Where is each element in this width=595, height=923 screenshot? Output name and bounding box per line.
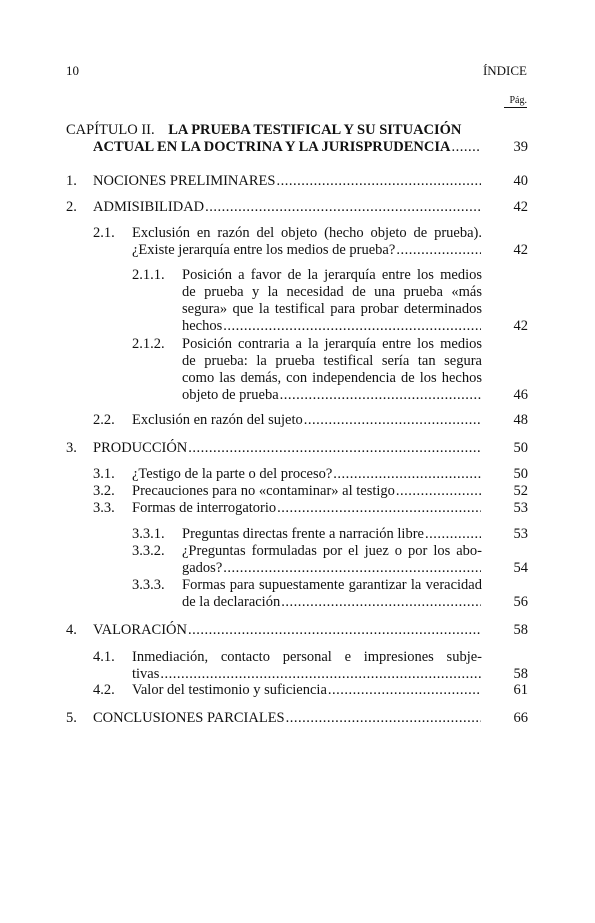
toc-entry-text-line: gados? [182,560,223,576]
toc-entry-text-line: Posición a favor de la jerarquía entre los medios [182,267,482,283]
toc-entry [66,577,528,611]
toc-entry-text-line: tivas [132,666,160,682]
dot-leader [425,526,481,543]
toc-entry [66,682,528,699]
toc-entry-text-line: ¿Testigo de la parte o del proceso? [132,466,333,482]
page-number: 10 [66,63,79,78]
toc-entry-page: 46 [513,387,528,403]
toc-entry-page: 42 [513,318,528,334]
toc-entry-number: 3.3.3. [132,577,165,593]
toc-entry-page: 53 [513,500,528,516]
dot-leader [286,710,481,727]
toc-entry-page: 40 [513,173,528,189]
toc-entry-text-line: Inmediación, contacto personal e impresiones subje- [132,649,482,665]
toc-entry-text-line: ¿Preguntas formuladas por el juez o por los abo- [182,543,482,559]
toc-entry-text-line: ADMISIBILIDAD [93,199,205,215]
toc-entry [66,543,528,577]
toc-entry-text-line: PRODUCCIÓN [93,440,188,456]
toc-entry-number: 4.1. [93,649,115,665]
dot-leader [276,173,481,190]
toc-entry [66,173,528,190]
toc-entry-text-line: CONCLUSIONES PARCIALES [93,710,285,726]
dot-leader [396,483,481,500]
page-column-label: Pág. [504,95,528,108]
toc-entry-text-line: NOCIONES PRELIMINARES [93,173,276,189]
chapter-label: CAPÍTULO II. [66,122,155,138]
toc-entry-number: 3.3. [93,500,115,516]
toc-entry-number: 3.1. [93,466,115,482]
toc-entry-text-line: VALORACIÓN [93,622,187,638]
toc-entry [66,526,528,543]
toc-entry-text-line: como las demás, con independencia de los hechos [182,370,482,386]
chapter-title-line2: ACTUAL EN LA DOCTRINA Y LA JURISPRUDENCIA [93,139,451,155]
toc-entry-page: 53 [513,526,528,542]
toc-entry [66,440,528,457]
toc-entry-text-line: Posición contraria a la jerarquía entre los medios [182,336,482,352]
toc-entry [66,466,528,483]
toc-entry-text-line: de prueba: la prueba testifical sería tan segura [182,353,482,369]
dot-leader [304,412,481,429]
toc-entry-number: 2.1. [93,225,115,241]
toc-entry-number: 3. [66,440,77,456]
toc-entry-page: 42 [513,199,528,215]
toc-entry [66,412,528,429]
dot-leader [333,466,481,483]
toc-entry-text-line: de la declaración [182,594,281,610]
toc-entry [66,336,528,404]
dot-leader [188,440,481,457]
toc-entry-page: 66 [513,710,528,726]
toc-entry-page: 52 [513,483,528,499]
toc-entry-text-line: Formas de interrogatorio [132,500,277,516]
toc-entry-page: 58 [513,622,528,638]
toc-entry [66,649,528,683]
toc-entry-page: 54 [513,560,528,576]
toc-entry [66,500,528,517]
toc-entry [66,267,528,335]
toc-entry-page: 42 [513,242,528,258]
toc-entry-text-line: Exclusión en razón del sujeto [132,412,303,428]
dot-leader [396,242,481,259]
toc-entry-number: 3.3.1. [132,526,165,542]
toc-entry-page: 56 [513,594,528,610]
dot-leader [328,682,481,699]
running-header-title: ÍNDICE [482,63,527,78]
toc-entry [66,483,528,500]
toc-entry-text-line: Exclusión en razón del objeto (hecho objeto de prueba). [132,225,482,241]
toc-entry [66,225,528,259]
dot-leader [188,622,481,639]
toc-entry-number: 2.1.2. [132,336,165,352]
chapter-page: 39 [513,139,528,155]
toc-entry [66,710,528,727]
toc-entry-text-line: Precauciones para no «contaminar» al testigo [132,483,395,499]
dot-leader [223,318,481,335]
toc-entry-text-line: ¿Existe jerarquía entre los medios de prueba? [132,242,396,258]
toc-entry-text-line: de prueba y la necesidad de una prueba «más [182,284,482,300]
chapter-title-line1: LA PRUEBA TESTIFICAL Y SU SITUACIÓN [168,122,462,138]
toc-entry-text-line: hechos [182,318,223,334]
toc-entry-page: 61 [513,682,528,698]
toc-entry-page: 58 [513,666,528,682]
toc-entry-number: 4.2. [93,682,115,698]
toc-entry-text-line: segura» que la testifical para probar determinados [182,301,482,317]
dot-leader [205,199,481,216]
toc-entry-text-line: objeto de prueba [182,387,279,403]
toc-entry-text-line: Preguntas directas frente a narración libre [182,526,424,542]
dot-leader [281,594,481,611]
toc-entry-page: 50 [513,466,528,482]
chapter-heading [66,122,528,156]
dot-leader [451,139,481,156]
toc-entry-text-line: Formas para supuestamente garantizar la veracidad [182,577,482,593]
toc-entry [66,199,528,216]
dot-leader [277,500,481,517]
toc-entry-number: 3.3.2. [132,543,165,559]
toc-entry-number: 2.1.1. [132,267,165,283]
toc-entry-page: 50 [513,440,528,456]
toc-entry [66,622,528,639]
dot-leader [280,387,481,404]
toc-entry-number: 5. [66,710,77,726]
toc-entry-page: 48 [513,412,528,428]
toc-entry-number: 2. [66,199,77,215]
toc-entry-number: 2.2. [93,412,115,428]
toc-entry-number: 4. [66,622,77,638]
dot-leader [223,560,481,577]
dot-leader [160,666,481,683]
toc-entry-number: 1. [66,173,77,189]
toc-entry-text-line: Valor del testimonio y suficiencia [132,682,327,698]
toc-entry-number: 3.2. [93,483,115,499]
